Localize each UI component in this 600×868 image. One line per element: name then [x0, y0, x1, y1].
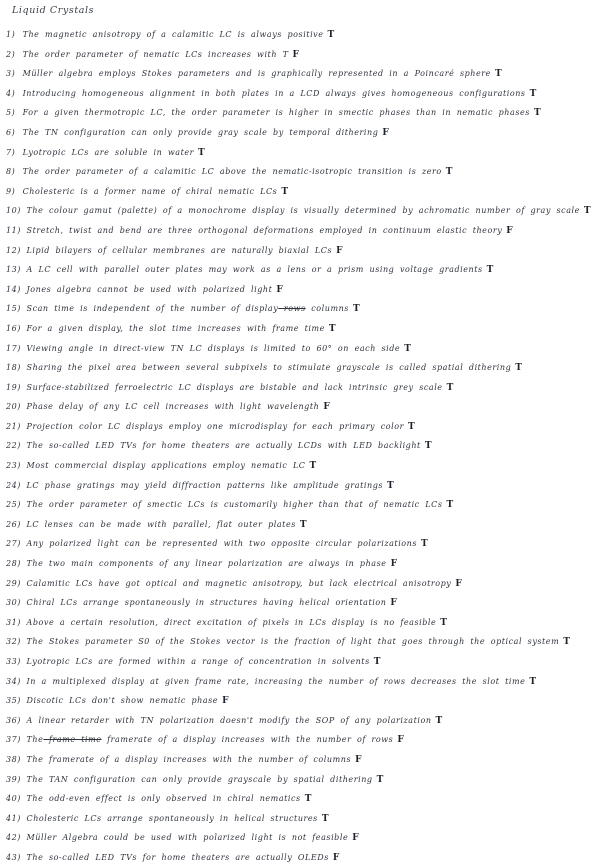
true-false-answer: F [292, 49, 300, 60]
statement-text: Most commercial display applications employ nematic LC [20, 461, 306, 471]
statement-line [6, 632, 596, 652]
statement-number: 26) [6, 519, 21, 529]
statement-number: 2) [6, 49, 16, 59]
statement-text: The Stokes parameter S0 of the Stokes vector is the fraction of light that goes through the optical system [20, 637, 560, 647]
true-false-answer: T [424, 441, 433, 452]
statement-line [6, 162, 596, 182]
statement-text: The framerate of a display increases with the number of columns [20, 754, 352, 764]
statement-number: 23) [6, 461, 21, 471]
statement-number: 28) [6, 559, 21, 569]
statement-text: Jones algebra cannot be used with polarized light [20, 284, 273, 294]
statement-number: 11) [6, 225, 21, 235]
statement-text-continued: columns [305, 304, 349, 314]
statement-number: 37) [6, 735, 21, 745]
statement-number: 20) [6, 402, 21, 412]
statement-text: The [20, 735, 44, 745]
statement-line [6, 711, 596, 731]
statement-text-continued: framerate of a display increases with the number of rows [101, 735, 394, 745]
statement-text: A LC cell with parallel outer plates may work as a lens or a prism using voltage gradients [20, 265, 483, 275]
statement-number: 12) [6, 245, 21, 255]
statement-list [6, 25, 596, 868]
statement-number: 17) [6, 343, 21, 353]
statement-number: 19) [6, 382, 21, 392]
statement-text: Lipid bilayers of cellular membranes are naturally biaxial LCs [20, 245, 333, 255]
true-false-answer: T [376, 774, 384, 785]
true-false-answer: F [276, 284, 284, 295]
statement-line [6, 770, 596, 790]
statement-line [6, 45, 596, 65]
statement-text: Projection color LC displays employ one microdisplay for each primary color [20, 421, 404, 431]
statement-line [6, 593, 596, 613]
statement-line [6, 691, 596, 711]
statement-text: In a multiplexed display at given frame rate, increasing the number of rows decreases the slot time [20, 676, 526, 686]
true-false-answer: F [397, 735, 405, 746]
statement-line [6, 417, 596, 437]
statement-line [6, 809, 596, 829]
statement-text: Above a certain resolution, direct excitation of pixels in LCs display is no feasible [20, 617, 437, 627]
true-false-answer: T [529, 676, 537, 687]
true-false-answer: F [222, 696, 230, 707]
true-false-answer: F [455, 578, 463, 589]
statement-number: 29) [6, 578, 21, 588]
statement-line [6, 828, 596, 848]
statement-number: 32) [6, 637, 21, 647]
statement-text: For a given display, the slot time increases with frame time [20, 323, 325, 333]
statement-number: 43) [6, 852, 21, 862]
statement-line [6, 476, 596, 496]
statement-text: Cholesteric LCs arrange spontaneously in helical structures [20, 813, 318, 823]
true-false-answer: T [328, 323, 337, 334]
true-false-answer: F [382, 127, 390, 138]
statement-line [6, 456, 596, 476]
statement-line [6, 182, 596, 202]
true-false-answer: T [494, 69, 503, 80]
true-false-answer: T [486, 265, 494, 276]
statement-line [6, 280, 596, 300]
true-false-answer: T [304, 794, 312, 805]
statement-line [6, 143, 596, 163]
statement-number: 35) [6, 696, 21, 706]
true-false-answer: T [446, 382, 454, 393]
statement-line [6, 201, 596, 221]
true-false-answer: T [440, 617, 448, 628]
statement-text: The magnetic anisotropy of a calamitic LC is always positive [17, 30, 324, 39]
crossed-out-word: rows [278, 304, 306, 314]
statement-text: The two main components of any linear polarization are always in phase [20, 559, 387, 569]
statement-number: 16) [6, 323, 21, 333]
statement-line [6, 358, 596, 378]
statement-line [6, 25, 596, 45]
true-false-answer: F [390, 559, 398, 570]
statement-line [6, 613, 596, 633]
statement-number: 41) [6, 813, 21, 823]
statement-text: Surface-stabilized ferroelectric LC displays are bistable and lack intrinsic grey scale [20, 382, 443, 392]
statement-line [6, 750, 596, 770]
statement-text: Müller algebra employs Stokes parameters and is graphically represented in a Poincaré sphere [17, 69, 491, 79]
true-false-answer: T [387, 480, 395, 491]
statement-number: 10) [6, 206, 21, 216]
statement-text: Stretch, twist and bend are three orthogonal deformations employed in continuum elastic theory [20, 225, 503, 235]
statement-text: Chiral LCs arrange spontaneously in structures having helical orientation [20, 598, 387, 608]
statement-number: 22) [6, 441, 21, 451]
statement-line [6, 397, 596, 417]
true-false-answer: F [352, 833, 360, 844]
true-false-answer: T [421, 539, 429, 550]
true-false-answer: T [321, 813, 330, 824]
true-false-answer: F [390, 598, 398, 609]
statement-line [6, 221, 596, 241]
statement-line [6, 672, 596, 692]
statement-text: Viewing angle in direct-view TN LC displays is limited to 60° on each side [20, 343, 401, 353]
true-false-answer: F [323, 402, 331, 413]
true-false-answer: T [533, 108, 542, 119]
statement-text: For a given thermotropic LC, the order parameter is higher in smectic phases than in nematic phases [17, 108, 530, 118]
true-false-answer: T [583, 206, 592, 217]
statement-number: 40) [6, 794, 21, 804]
statement-number: 7) [6, 147, 16, 157]
statement-line [6, 260, 596, 280]
statement-number: 33) [6, 657, 21, 666]
true-false-answer: T [435, 715, 443, 726]
true-false-answer: T [446, 500, 454, 511]
true-false-answer: F [336, 245, 344, 256]
statement-text: Scan time is independent of the number of display [20, 304, 279, 314]
true-false-answer: T [327, 30, 335, 40]
statement-text: The order parameter of a calamitic LC above the nematic-isotropic transition is zero [17, 167, 442, 177]
statement-line [6, 378, 596, 398]
statement-text: The order parameter of smectic LCs is customarily higher than that of nematic LCs [20, 500, 443, 510]
statement-number: 42) [6, 833, 21, 843]
statement-text: The colour gamut (palette) of a monochrome display is visually determined by achromatic number of gray scale [20, 206, 580, 216]
true-false-answer: F [506, 225, 514, 236]
statement-number: 24) [6, 480, 21, 490]
statement-text: The odd-even effect is only observed in chiral nematics [20, 794, 301, 804]
statement-number: 9) [6, 186, 16, 196]
statement-number: 18) [6, 363, 21, 373]
statement-number: 6) [6, 127, 16, 137]
statement-number: 25) [6, 500, 21, 510]
statement-text: Calamitic LCs have got optical and magnetic anisotropy, but lack electrical anisotropy [20, 578, 452, 588]
statement-number: 38) [6, 754, 21, 764]
true-false-answer: T [309, 461, 317, 472]
statement-number: 13) [6, 265, 21, 275]
true-false-answer: T [352, 304, 361, 315]
true-false-answer: F [355, 754, 363, 765]
true-false-answer: F [332, 852, 340, 863]
statement-line [6, 339, 596, 359]
statement-line [6, 848, 596, 868]
statement-number: 39) [6, 774, 21, 784]
statement-text: LC phase gratings may yield diffraction patterns like amplitude gratings [20, 480, 384, 490]
statement-line [6, 84, 596, 104]
statement-number: 31) [6, 617, 21, 627]
statement-line [6, 652, 596, 672]
statement-text: Cholesteric is a former name of chiral nematic LCs [17, 186, 278, 196]
statement-line [6, 319, 596, 339]
true-false-answer: T [515, 363, 523, 374]
statement-line [6, 515, 596, 535]
statement-number: 8) [6, 167, 16, 177]
statement-line [6, 574, 596, 594]
statement-text: The so-called LED TVs for home theaters are actually OLEDs [20, 852, 329, 862]
statement-text: Any polarized light can be represented with two opposite circular polarizations [20, 539, 418, 549]
statement-text: The so-called LED TVs for home theaters are actually LCDs with LED backlight [20, 441, 421, 451]
statement-line [6, 495, 596, 515]
statement-text: The TAN configuration can only provide grayscale by spatial dithering [20, 774, 373, 784]
statement-text: Introducing homogeneous alignment in both plates in a LCD always gives homogeneous configurations [17, 88, 526, 98]
statement-number: 1) [6, 30, 16, 39]
true-false-answer: T [198, 147, 206, 158]
statement-line [6, 554, 596, 574]
statement-number: 14) [6, 284, 21, 294]
statement-text: Discotic LCs don't show nematic phase [20, 696, 219, 706]
statement-number: 15) [6, 304, 21, 314]
statement-text: Müller Algebra could be used with polarized light is not feasible [20, 833, 349, 843]
statement-text: Lyotropic LCs are soluble in water [17, 147, 195, 157]
true-false-answer: T [529, 88, 537, 99]
statement-line [6, 64, 596, 84]
true-false-answer: T [407, 421, 416, 432]
statement-text: Phase delay of any LC cell increases with light wavelength [20, 402, 320, 412]
page-title: Liquid Crystals [12, 5, 95, 16]
crossed-out-word: frame time [43, 735, 102, 745]
true-false-answer: T [299, 519, 308, 530]
statement-line [6, 534, 596, 554]
true-false-answer: T [404, 343, 412, 354]
statement-number: 4) [6, 88, 16, 98]
statement-number: 34) [6, 676, 21, 686]
statement-text: A linear retarder with TN polarization doesn't modify the SOP of any polarization [20, 715, 432, 725]
statement-text: Sharing the pixel area between several subpixels to stimulate grayscale is called spatial dithering [20, 363, 512, 373]
statement-number: 36) [6, 715, 21, 725]
true-false-answer: T [445, 167, 454, 178]
true-false-answer: T [373, 657, 381, 667]
statement-number: 27) [6, 539, 21, 549]
statement-line [6, 123, 596, 143]
statement-line [6, 730, 596, 750]
statement-number: 30) [6, 598, 21, 608]
statement-number: 5) [6, 108, 16, 118]
statement-number: 3) [6, 69, 16, 79]
statement-line [6, 299, 596, 319]
statement-line [6, 103, 596, 123]
statement-text: LC lenses can be made with parallel, flat outer plates [20, 519, 296, 529]
statement-number: 21) [6, 421, 21, 431]
true-false-answer: T [281, 186, 289, 197]
true-false-answer: T [563, 637, 571, 648]
statement-text: The TN configuration can only provide gray scale by temporal dithering [17, 127, 379, 137]
statement-line [6, 436, 596, 456]
statement-text: Lyotropic LCs are formed within a range of concentration in solvents [20, 657, 370, 666]
statement-line [6, 241, 596, 261]
statement-line [6, 789, 596, 809]
statement-text: The order parameter of nematic LCs increases with T [17, 49, 289, 59]
